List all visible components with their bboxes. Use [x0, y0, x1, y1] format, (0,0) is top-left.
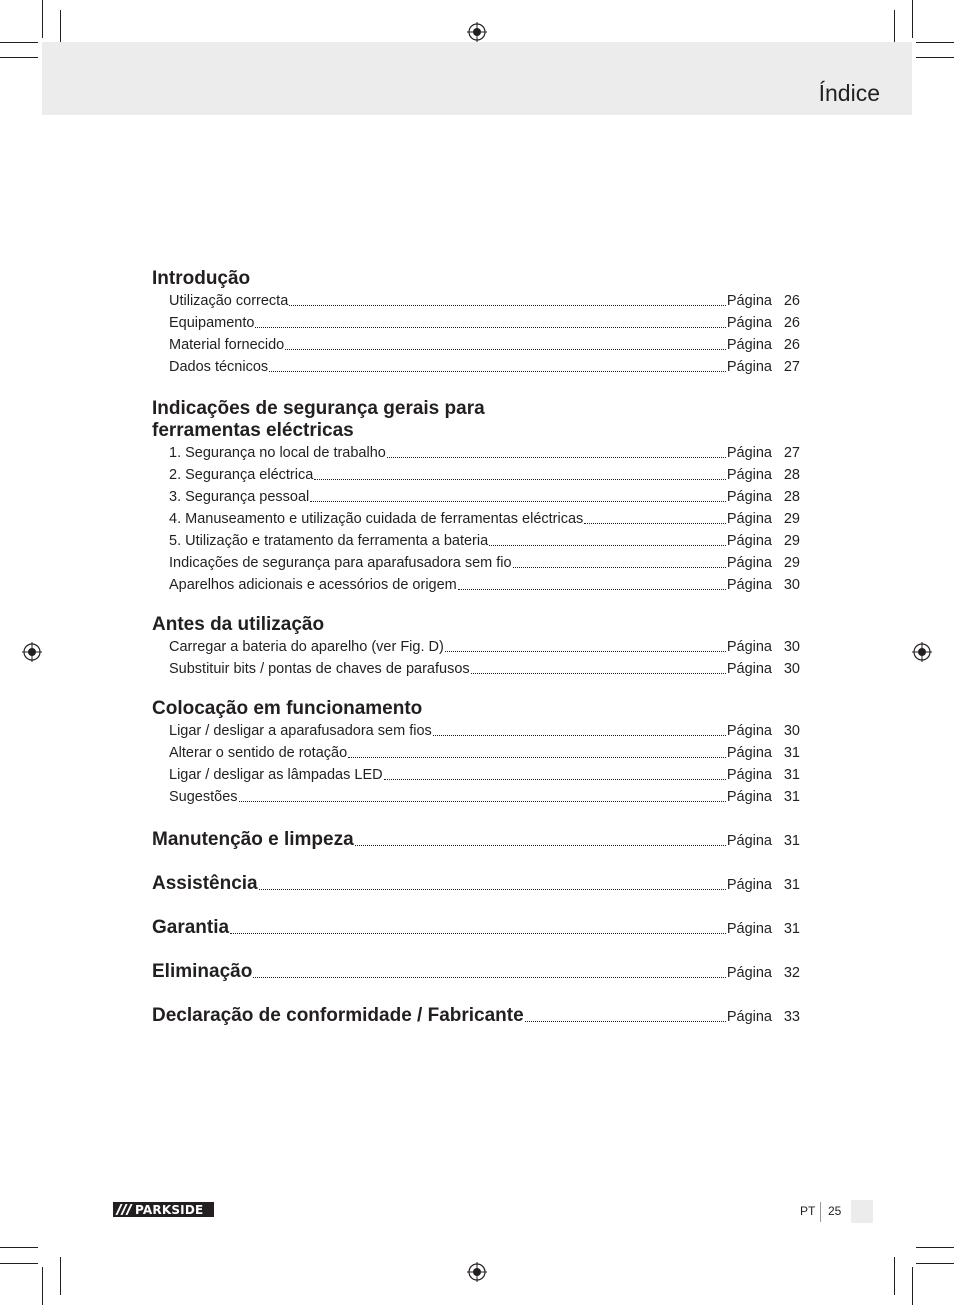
dot-leader	[259, 888, 726, 890]
crop-mark-icon	[912, 0, 913, 38]
toc-entry-label: Indicações de segurança para aparafusadora sem fio	[169, 555, 512, 571]
crop-mark-icon	[60, 1257, 61, 1295]
toc-entry-label: Ligar / desligar as lâmpadas LED	[169, 767, 383, 783]
toc-entry-page: 29	[783, 511, 800, 527]
toc-entry-label: Utilização correcta	[169, 293, 289, 309]
dot-leader	[230, 932, 726, 934]
registration-mark-icon	[467, 1262, 487, 1282]
section-heading: Introdução	[152, 268, 251, 289]
dot-leader	[289, 304, 726, 306]
toc-entry-label: 2. Segurança eléctrica	[169, 467, 314, 483]
toc-main-entry-label: Declaração de conformidade / Fabricante	[152, 1005, 524, 1026]
dot-leader	[348, 756, 726, 758]
dot-leader	[584, 522, 726, 524]
toc-entry	[152, 530, 800, 552]
toc-entry-page: 28	[783, 489, 800, 505]
toc-main-entry	[152, 1004, 800, 1028]
toc-main-entry-page: 31	[783, 877, 800, 893]
toc-main-entry	[152, 960, 800, 984]
dot-leader	[458, 588, 726, 590]
toc-entry-page: 30	[783, 577, 800, 593]
page-word: Página	[726, 577, 772, 593]
toc-entry-page: 30	[783, 723, 800, 739]
page-word: Página	[726, 745, 772, 761]
crop-mark-icon	[916, 1263, 954, 1264]
toc-entry	[152, 508, 800, 530]
crop-mark-icon	[0, 42, 38, 43]
toc-entry-page: 29	[783, 555, 800, 571]
toc-main-entry-page: 31	[783, 921, 800, 937]
page-word: Página	[726, 533, 772, 549]
toc-entry-label: Sugestões	[169, 789, 238, 805]
toc-entry-label: 3. Segurança pessoal	[169, 489, 310, 505]
toc-entry	[152, 356, 800, 378]
toc-main-entry	[152, 916, 800, 940]
dot-leader	[471, 672, 726, 674]
registration-mark-icon	[467, 22, 487, 42]
toc-main-entry-page: 32	[783, 965, 800, 981]
toc-entry-page: 31	[783, 789, 800, 805]
toc-entry-label: 1. Segurança no local de trabalho	[169, 445, 386, 461]
page-word: Página	[726, 293, 772, 309]
toc-main-entry-page: 33	[783, 1009, 800, 1025]
toc-entry-page: 30	[783, 639, 800, 655]
toc-entry-page: 28	[783, 467, 800, 483]
toc-entry-label: Carregar a bateria do aparelho (ver Fig. D)	[169, 639, 444, 655]
footer-divider	[820, 1202, 821, 1222]
brand-name: PARKSIDE	[135, 1202, 204, 1217]
toc-main-entry-label: Assistência	[152, 873, 258, 894]
toc-main-entry	[152, 872, 800, 896]
crop-mark-icon	[0, 57, 38, 58]
dot-leader	[384, 778, 726, 780]
toc-entry	[152, 786, 800, 808]
page-word: Página	[726, 337, 772, 353]
crop-mark-icon	[916, 42, 954, 43]
toc-section	[152, 698, 800, 808]
page-number: 25	[828, 1204, 842, 1218]
header-band	[42, 42, 912, 115]
section-heading: Antes da utilização	[152, 614, 325, 635]
footer-tab	[851, 1200, 873, 1223]
toc-entry-label: Aparelhos adicionais e acessórios de origem	[169, 577, 457, 593]
crop-mark-icon	[42, 0, 43, 38]
page-word: Página	[726, 877, 772, 893]
dot-leader	[285, 348, 726, 350]
toc-entry	[152, 442, 800, 464]
toc-entry-label: Ligar / desligar a aparafusadora sem fios	[169, 723, 432, 739]
toc-entry-page: 31	[783, 767, 800, 783]
dot-leader	[310, 500, 726, 502]
dot-leader	[314, 478, 726, 480]
toc-section	[152, 614, 800, 680]
toc-entry-page: 26	[783, 337, 800, 353]
crop-mark-icon	[0, 1263, 38, 1264]
toc-entry-page: 30	[783, 661, 800, 677]
dot-leader	[355, 844, 726, 846]
toc-main-entry	[152, 828, 800, 852]
crop-mark-icon	[0, 1247, 38, 1248]
toc-entry-page: 27	[783, 445, 800, 461]
table-of-contents	[152, 268, 800, 1028]
toc-entry	[152, 742, 800, 764]
toc-entry-page: 26	[783, 293, 800, 309]
crop-mark-icon	[916, 57, 954, 58]
page-word: Página	[726, 359, 772, 375]
registration-mark-icon	[22, 642, 42, 662]
language-code: PT	[800, 1204, 816, 1218]
toc-entry	[152, 636, 800, 658]
page-word: Página	[726, 555, 772, 571]
toc-entry-label: Dados técnicos	[169, 359, 269, 375]
toc-entry-label: Substituir bits / pontas de chaves de parafusos	[169, 661, 470, 677]
toc-section	[152, 268, 800, 378]
toc-entry	[152, 334, 800, 356]
page-word: Página	[726, 921, 772, 937]
page-word: Página	[726, 1009, 772, 1025]
crop-mark-icon	[912, 1267, 913, 1305]
toc-entry	[152, 658, 800, 680]
dot-leader	[269, 370, 726, 372]
toc-section	[152, 398, 800, 596]
crop-mark-icon	[894, 1257, 895, 1295]
dot-leader	[239, 800, 726, 802]
toc-entry-page: 29	[783, 533, 800, 549]
toc-entry-label: Equipamento	[169, 315, 255, 331]
toc-entry-label: 5. Utilização e tratamento da ferramenta a bateria	[169, 533, 489, 549]
dot-leader	[253, 976, 726, 978]
dot-leader	[387, 456, 726, 458]
toc-entry-label: 4. Manuseamento e utilização cuidada de ferramentas eléctricas	[169, 511, 584, 527]
toc-entry	[152, 464, 800, 486]
dot-leader	[489, 544, 726, 546]
page-word: Página	[726, 767, 772, 783]
page-word: Página	[726, 833, 772, 849]
crop-mark-icon	[916, 1247, 954, 1248]
toc-entry	[152, 720, 800, 742]
page-word: Página	[726, 467, 772, 483]
dot-leader	[433, 734, 726, 736]
toc-entry-page: 27	[783, 359, 800, 375]
toc-entry-label: Material fornecido	[169, 337, 285, 353]
toc-entry-page: 31	[783, 745, 800, 761]
page-word: Página	[726, 511, 772, 527]
dot-leader	[255, 326, 725, 328]
toc-entry-page: 26	[783, 315, 800, 331]
page-word: Página	[726, 445, 772, 461]
registration-mark-icon	[912, 642, 932, 662]
parkside-logo	[113, 1202, 214, 1217]
toc-entry	[152, 552, 800, 574]
section-heading: Indicações de segurança gerais para ferramentas eléctricas	[152, 398, 485, 441]
toc-entry	[152, 486, 800, 508]
page-word: Página	[726, 489, 772, 505]
page-word: Página	[726, 661, 772, 677]
dot-leader	[525, 1020, 726, 1022]
toc-main-entry-label: Garantia	[152, 917, 230, 938]
toc-entry	[152, 574, 800, 596]
section-heading: Colocação em funcionamento	[152, 698, 423, 719]
toc-entry-label: Alterar o sentido de rotação	[169, 745, 348, 761]
page-word: Página	[726, 639, 772, 655]
toc-entry	[152, 312, 800, 334]
dot-leader	[445, 650, 726, 652]
crop-mark-icon	[42, 1267, 43, 1305]
toc-main-entry-label: Manutenção e limpeza	[152, 829, 354, 850]
dot-leader	[513, 566, 726, 568]
logo-stripes-icon	[113, 1202, 135, 1217]
page-word: Página	[726, 723, 772, 739]
toc-entry	[152, 764, 800, 786]
toc-entry	[152, 290, 800, 312]
page-word: Página	[726, 789, 772, 805]
page-title: Índice	[818, 80, 880, 106]
page-word: Página	[726, 315, 772, 331]
toc-main-entry-label: Eliminação	[152, 961, 253, 982]
toc-main-entry-page: 31	[783, 833, 800, 849]
page-word: Página	[726, 965, 772, 981]
